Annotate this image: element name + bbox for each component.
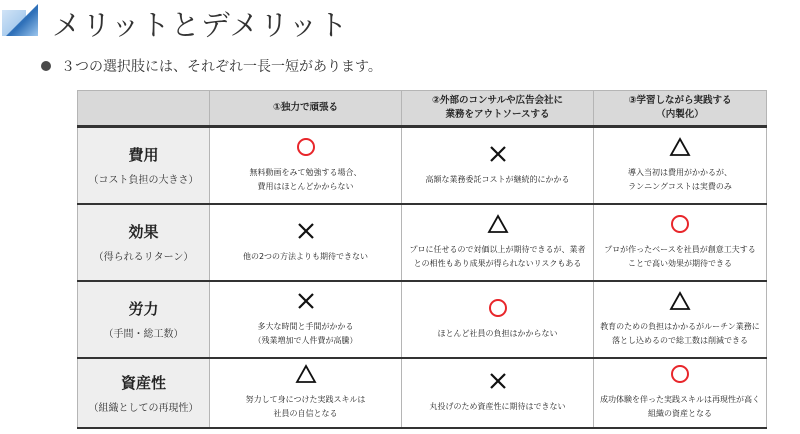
row-header — [78, 358, 210, 428]
evaluation-cell — [210, 281, 402, 358]
cell-line2: 落とし込めるので総工数は削減できる — [612, 335, 748, 345]
evaluation-cell — [594, 127, 767, 204]
row-header — [78, 204, 210, 281]
cell-description — [594, 243, 766, 271]
row-subtitle: （組織としての再現性） — [88, 402, 199, 414]
cell-description — [210, 250, 401, 264]
cell-line1: 無料動画をみて勉強する場合、 — [249, 167, 362, 177]
cell-description — [594, 320, 766, 348]
cell-line1: 多大な時間と手間がかかる — [257, 321, 354, 331]
cell-line2: 組織の資産となる — [648, 409, 712, 418]
evaluation-cell — [210, 358, 402, 428]
row-title: 効果 — [128, 223, 159, 241]
evaluation-cell — [594, 204, 767, 281]
cell-line2: 費用はほとんどかからない — [257, 181, 354, 191]
table-header-row — [78, 91, 767, 127]
cell-line1: 高額な業務委託コストが継続的にかかる — [425, 174, 570, 184]
table-body — [78, 127, 767, 428]
cell-line1: 努力して身につけた実践スキルは — [245, 395, 366, 404]
cross-mark-icon — [402, 144, 593, 164]
triangle-mark-icon — [594, 291, 766, 311]
cell-line1: 他の2つの方法よりも期待できない — [242, 251, 369, 261]
circle-mark-icon — [594, 214, 766, 234]
column-header-line1: ①独力で頑張る — [272, 102, 339, 114]
column-header-inhouse — [594, 91, 767, 127]
table-row — [78, 358, 767, 428]
cell-line1: 教育のための負担はかかるがルーチン業務に — [600, 321, 760, 331]
page-title: メリットとデメリット — [52, 8, 349, 42]
cell-description — [210, 393, 401, 421]
triangle-mark-icon — [402, 214, 593, 234]
cell-line2: 社員の自信となる — [273, 409, 338, 418]
cell-line2: （残業増加で人件費が高騰） — [253, 335, 358, 345]
row-title: 費用 — [128, 146, 159, 165]
cell-description — [210, 166, 401, 194]
table-corner-cell — [78, 91, 210, 127]
bullet-text: ３つの選択肢には、それぞれ一長一短があります。 — [61, 59, 382, 75]
cell-line1: プロが作ったベースを社員が創意工夫する — [604, 244, 756, 254]
cell-description — [402, 400, 593, 414]
cell-description — [210, 320, 401, 348]
table-row — [78, 204, 767, 281]
circle-mark-icon — [402, 298, 593, 318]
row-subtitle: （手間・総工数） — [103, 329, 184, 340]
table-row — [78, 281, 767, 358]
table-row — [78, 127, 767, 204]
cell-line1: ほとんど社員の負担はかからない — [437, 328, 558, 338]
row-header — [78, 127, 210, 204]
row-header — [78, 281, 210, 358]
triangle-mark-icon — [210, 364, 401, 384]
column-header-line1: ③学習しながら実践する — [628, 95, 732, 107]
row-subtitle: （コスト負担の大きさ） — [88, 175, 199, 187]
row-subtitle: （得られるリターン） — [93, 252, 194, 263]
column-header-line2: 業務をアウトソースする — [445, 109, 550, 120]
evaluation-cell — [402, 127, 594, 204]
cell-line2: ランニングコストは実費のみ — [628, 181, 732, 191]
bullet-line — [41, 56, 382, 76]
column-header-line1: ②外部のコンサルや広告会社に — [431, 95, 564, 107]
evaluation-cell — [210, 127, 402, 204]
cell-description — [402, 173, 593, 187]
cross-mark-icon — [210, 221, 401, 241]
column-header-self-study — [210, 91, 402, 127]
circle-mark-icon — [210, 137, 401, 157]
cell-line1: 導入当初は費用がかかるが、 — [628, 167, 732, 177]
cross-mark-icon — [402, 371, 593, 391]
evaluation-cell — [594, 281, 767, 358]
cell-description — [594, 166, 766, 194]
circle-mark-icon — [594, 364, 766, 384]
row-title: 労力 — [128, 300, 159, 318]
cell-line2: との相性もあり成果が得られないリスクもある — [413, 258, 582, 268]
column-header-line2: （内製化） — [656, 109, 704, 120]
evaluation-cell — [210, 204, 402, 281]
bullet-dot-icon — [41, 61, 51, 71]
cell-line1: 丸投げのため資産性に期待はできない — [429, 402, 566, 411]
evaluation-cell — [402, 281, 594, 358]
cell-line1: プロに任せるので対価以上が期待できるが、業者 — [409, 244, 586, 254]
cell-description — [594, 393, 766, 421]
evaluation-cell — [402, 204, 594, 281]
cell-line1: 成功体験を伴った実践スキルは再現性が高く — [600, 395, 760, 404]
cell-description — [402, 327, 593, 341]
comparison-table — [77, 90, 767, 429]
column-header-outsource — [402, 91, 594, 127]
cell-description — [402, 243, 593, 271]
cell-line2: ことで高い効果が期待できる — [628, 258, 732, 268]
row-title: 資産性 — [120, 373, 166, 392]
cross-mark-icon — [210, 291, 401, 311]
evaluation-cell — [402, 358, 594, 428]
triangle-mark-icon — [594, 137, 766, 157]
evaluation-cell — [594, 358, 767, 428]
